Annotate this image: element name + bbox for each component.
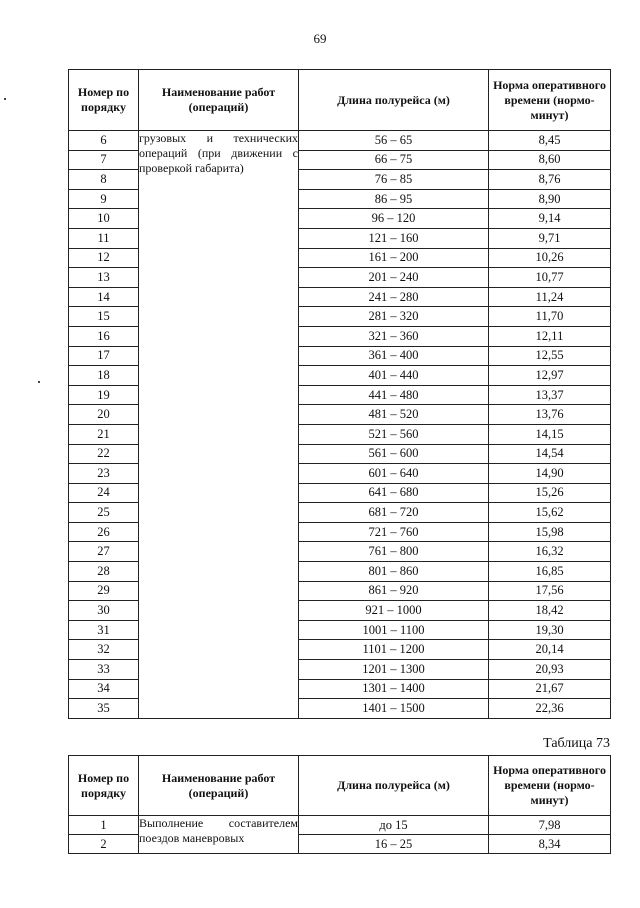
scan-speck: [38, 381, 40, 383]
time-norm: 8,90: [489, 189, 611, 209]
row-number: 18: [69, 366, 139, 386]
table-body: [69, 816, 611, 854]
time-norm: 11,24: [489, 287, 611, 307]
half-trip-length: 361 – 400: [299, 346, 489, 366]
half-trip-length: 66 – 75: [299, 150, 489, 170]
half-trip-length: 96 – 120: [299, 209, 489, 229]
time-norm: 13,37: [489, 385, 611, 405]
time-norm: 11,70: [489, 307, 611, 327]
time-norm: 20,14: [489, 640, 611, 660]
half-trip-length: 1401 – 1500: [299, 699, 489, 719]
row-number: 7: [69, 150, 139, 170]
table-row: [69, 816, 611, 835]
row-number: 33: [69, 660, 139, 680]
half-trip-length: 521 – 560: [299, 424, 489, 444]
row-number: 15: [69, 307, 139, 327]
header-name: Наименование работ (операций): [139, 756, 299, 816]
time-norm: 8,45: [489, 131, 611, 151]
table-row: [69, 131, 611, 151]
half-trip-length: 401 – 440: [299, 366, 489, 386]
half-trip-length: 1101 – 1200: [299, 640, 489, 660]
table-body: [69, 131, 611, 719]
time-norm: 10,77: [489, 268, 611, 288]
time-norm: 14,90: [489, 464, 611, 484]
header-norm: Норма оперативного времени (нормо-минут): [489, 70, 611, 131]
time-norm: 12,55: [489, 346, 611, 366]
row-number: 1: [69, 816, 139, 835]
half-trip-length: 321 – 360: [299, 326, 489, 346]
row-number: 35: [69, 699, 139, 719]
row-number: 23: [69, 464, 139, 484]
row-number: 30: [69, 601, 139, 621]
time-norm: 13,76: [489, 405, 611, 425]
time-norm: 18,42: [489, 601, 611, 621]
half-trip-length: 921 – 1000: [299, 601, 489, 621]
time-norm: 8,76: [489, 170, 611, 190]
row-number: 32: [69, 640, 139, 660]
half-trip-length: 1201 – 1300: [299, 660, 489, 680]
half-trip-length: 801 – 860: [299, 562, 489, 582]
row-number: 25: [69, 503, 139, 523]
row-number: 26: [69, 522, 139, 542]
time-norm: 15,98: [489, 522, 611, 542]
half-trip-length: 16 – 25: [299, 835, 489, 854]
row-number: 20: [69, 405, 139, 425]
half-trip-length: 121 – 160: [299, 228, 489, 248]
operation-name: Выполнение составителем поездов маневровых: [139, 816, 299, 854]
half-trip-length: 76 – 85: [299, 170, 489, 190]
half-trip-length: 861 – 920: [299, 581, 489, 601]
half-trip-length: 1301 – 1400: [299, 679, 489, 699]
time-norm: 14,15: [489, 424, 611, 444]
row-number: 29: [69, 581, 139, 601]
half-trip-length: 601 – 640: [299, 464, 489, 484]
row-number: 11: [69, 228, 139, 248]
table-header-row: [69, 70, 611, 131]
row-number: 21: [69, 424, 139, 444]
half-trip-length: 281 – 320: [299, 307, 489, 327]
time-norm: 8,34: [489, 835, 611, 854]
half-trip-length: до 15: [299, 816, 489, 835]
row-number: 14: [69, 287, 139, 307]
half-trip-length: 641 – 680: [299, 483, 489, 503]
table-caption: Таблица 73: [543, 736, 610, 751]
norms-table-73: [68, 755, 611, 854]
row-number: 6: [69, 131, 139, 151]
header-name: Наименование работ (операций): [139, 70, 299, 131]
half-trip-length: 86 – 95: [299, 189, 489, 209]
time-norm: 20,93: [489, 660, 611, 680]
row-number: 2: [69, 835, 139, 854]
half-trip-length: 561 – 600: [299, 444, 489, 464]
row-number: 28: [69, 562, 139, 582]
row-number: 19: [69, 385, 139, 405]
half-trip-length: 681 – 720: [299, 503, 489, 523]
half-trip-length: 201 – 240: [299, 268, 489, 288]
row-number: 27: [69, 542, 139, 562]
time-norm: 12,11: [489, 326, 611, 346]
time-norm: 7,98: [489, 816, 611, 835]
row-number: 12: [69, 248, 139, 268]
time-norm: 16,85: [489, 562, 611, 582]
time-norm: 9,71: [489, 228, 611, 248]
time-norm: 22,36: [489, 699, 611, 719]
row-number: 8: [69, 170, 139, 190]
norms-table: [68, 69, 611, 719]
time-norm: 19,30: [489, 620, 611, 640]
page-number: 69: [313, 31, 327, 46]
half-trip-length: 56 – 65: [299, 131, 489, 151]
header-norm: Норма оперативного времени (нормо-минут): [489, 756, 611, 816]
row-number: 13: [69, 268, 139, 288]
row-number: 10: [69, 209, 139, 229]
time-norm: 12,97: [489, 366, 611, 386]
time-norm: 9,14: [489, 209, 611, 229]
operation-name: грузовых и технических операций (при движении с проверкой габарита): [139, 131, 299, 719]
table-header-row: [69, 756, 611, 816]
half-trip-length: 761 – 800: [299, 542, 489, 562]
row-number: 22: [69, 444, 139, 464]
row-number: 9: [69, 189, 139, 209]
half-trip-length: 161 – 200: [299, 248, 489, 268]
row-number: 16: [69, 326, 139, 346]
half-trip-length: 1001 – 1100: [299, 620, 489, 640]
time-norm: 8,60: [489, 150, 611, 170]
time-norm: 15,62: [489, 503, 611, 523]
half-trip-length: 481 – 520: [299, 405, 489, 425]
row-number: 17: [69, 346, 139, 366]
header-length: Длина полурейса (м): [299, 70, 489, 131]
half-trip-length: 241 – 280: [299, 287, 489, 307]
row-number: 34: [69, 679, 139, 699]
header-num: Номер по порядку: [69, 70, 139, 131]
time-norm: 21,67: [489, 679, 611, 699]
header-num: Номер по порядку: [69, 756, 139, 816]
header-length: Длина полурейса (м): [299, 756, 489, 816]
time-norm: 16,32: [489, 542, 611, 562]
time-norm: 14,54: [489, 444, 611, 464]
time-norm: 17,56: [489, 581, 611, 601]
scan-speck: [4, 98, 6, 100]
time-norm: 15,26: [489, 483, 611, 503]
half-trip-length: 721 – 760: [299, 522, 489, 542]
time-norm: 10,26: [489, 248, 611, 268]
row-number: 31: [69, 620, 139, 640]
half-trip-length: 441 – 480: [299, 385, 489, 405]
row-number: 24: [69, 483, 139, 503]
